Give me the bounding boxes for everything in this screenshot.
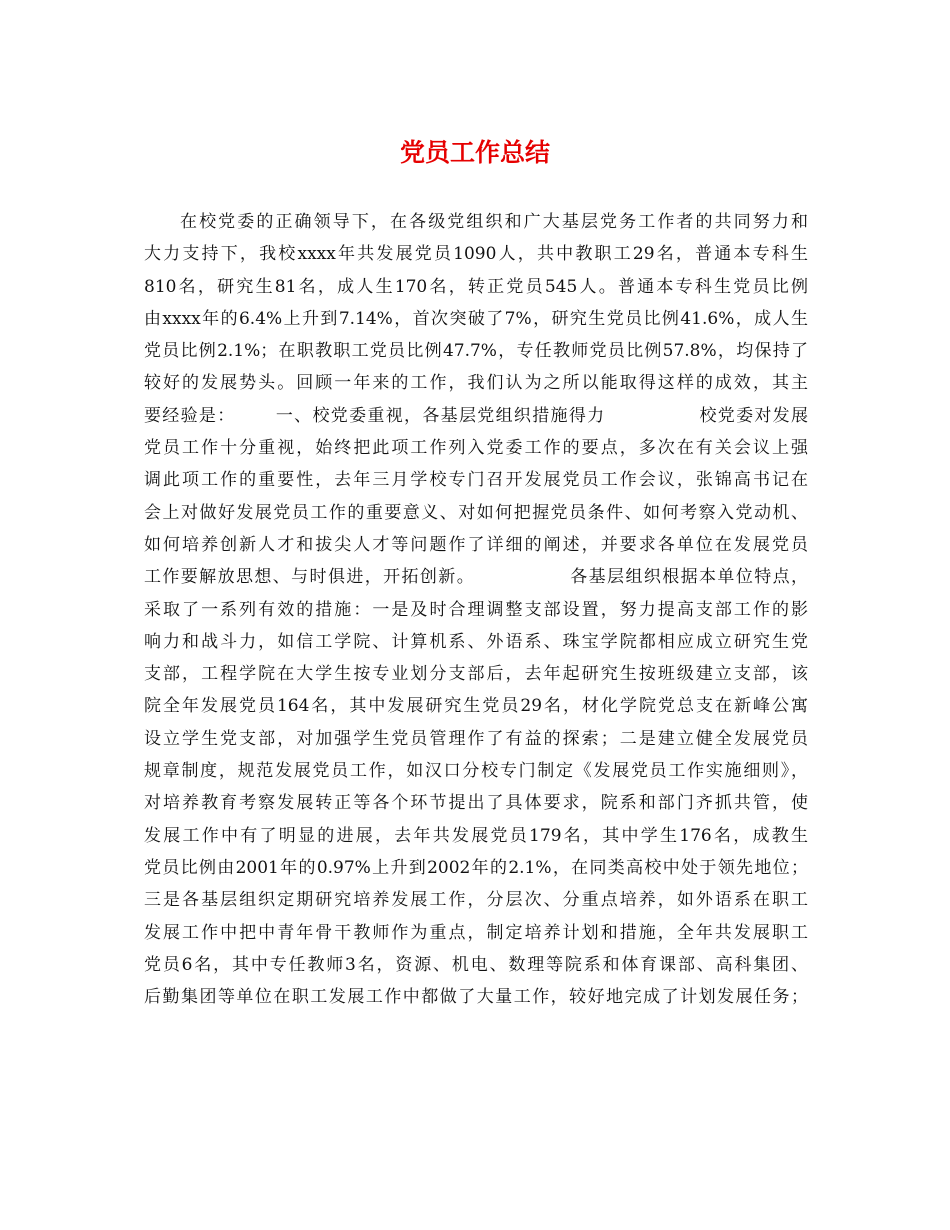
body-line: 如何培养创新人才和拔尖人才等问题作了详细的阐述，并要求各单位在发展党员 [144,534,808,555]
body-line: 要经验是： 一、校党委重视，各基层党组织措施得力 校党委对发展 [144,405,808,426]
body-line: 调此项工作的重要性，去年三月学校专门召开发展党员工作会议，张锦高书记在 [144,470,808,491]
body-line: 设立学生党支部，对加强学生党员管理作了有益的探索；二是建立健全发展党员 [144,728,808,749]
body-line: 较好的发展势头。回顾一年来的工作，我们认为之所以能取得这样的成效，其主 [144,373,808,394]
body-line: 810名，研究生81名，成人生170名，转正党员545人。普通本专科生党员比例 [144,276,808,297]
body-line: 会上对做好发展党员工作的重要意义、对如何把握党员条件、如何考察入党动机、 [144,502,808,523]
body-line: 响力和战斗力，如信工学院、计算机系、外语系、珠宝学院都相应成立研究生党 [144,631,808,652]
body-line: 由xxxx年的6.4%上升到7.14%，首次突破了7%，研究生党员比例41.6%，成人生 [144,308,808,329]
body-line: 党员6名，其中专任教师3名，资源、机电、数理等院系和体育课部、高科集团、 [144,954,808,975]
body-line: 对培养教育考察发展转正等各个环节提出了具体要求，院系和部门齐抓共管，使 [144,793,808,814]
body-line: 采取了一系列有效的措施：一是及时合理调整支部设置，努力提高支部工作的影 [144,599,808,620]
body-line: 后勤集团等单位在职工发展工作中都做了大量工作，较好地完成了计划发展任务； [144,987,808,1008]
body-line: 党员比例2.1%；在职教职工党员比例47.7%，专任教师党员比例57.8%，均保持了 [144,341,808,362]
document-title: 党员工作总结 [399,138,550,167]
body-line: 发展工作中把中青年骨干教师作为重点，制定培养计划和措施，全年共发展职工 [144,922,808,943]
document-body [144,206,808,1013]
body-line: 大力支持下，我校xxxx年共发展党员1090人，共中教职工29名，普通本专科生 [144,244,808,265]
body-line: 在校党委的正确领导下，在各级党组织和广大基层党务工作者的共同努力和 [180,212,808,232]
body-line: 支部，工程学院在大学生按专业划分支部后，去年起研究生按班级建立支部，该 [144,664,808,685]
body-line: 规章制度，规范发展党员工作，如汉口分校专门制定《发展党员工作实施细则》， [144,761,808,782]
body-line: 工作要解放思想、与时俱进，开拓创新。 各基层组织根据本单位特点， [144,567,808,588]
body-line: 三是各基层组织定期研究培养发展工作，分层次、分重点培养，如外语系在职工 [144,890,808,911]
body-line: 院全年发展党员164名，其中发展研究生党员29名，材化学院党总支在新峰公寓 [144,696,808,717]
body-line: 发展工作中有了明显的进展，去年共发展党员179名，其中学生176名，成教生 [144,825,808,846]
body-line: 党员工作十分重视，始终把此项工作列入党委工作的要点，多次在有关会议上强 [144,438,808,459]
body-line: 党员比例由2001年的0.97%上升到2002年的2.1%，在同类高校中处于领先地位； [144,857,808,878]
